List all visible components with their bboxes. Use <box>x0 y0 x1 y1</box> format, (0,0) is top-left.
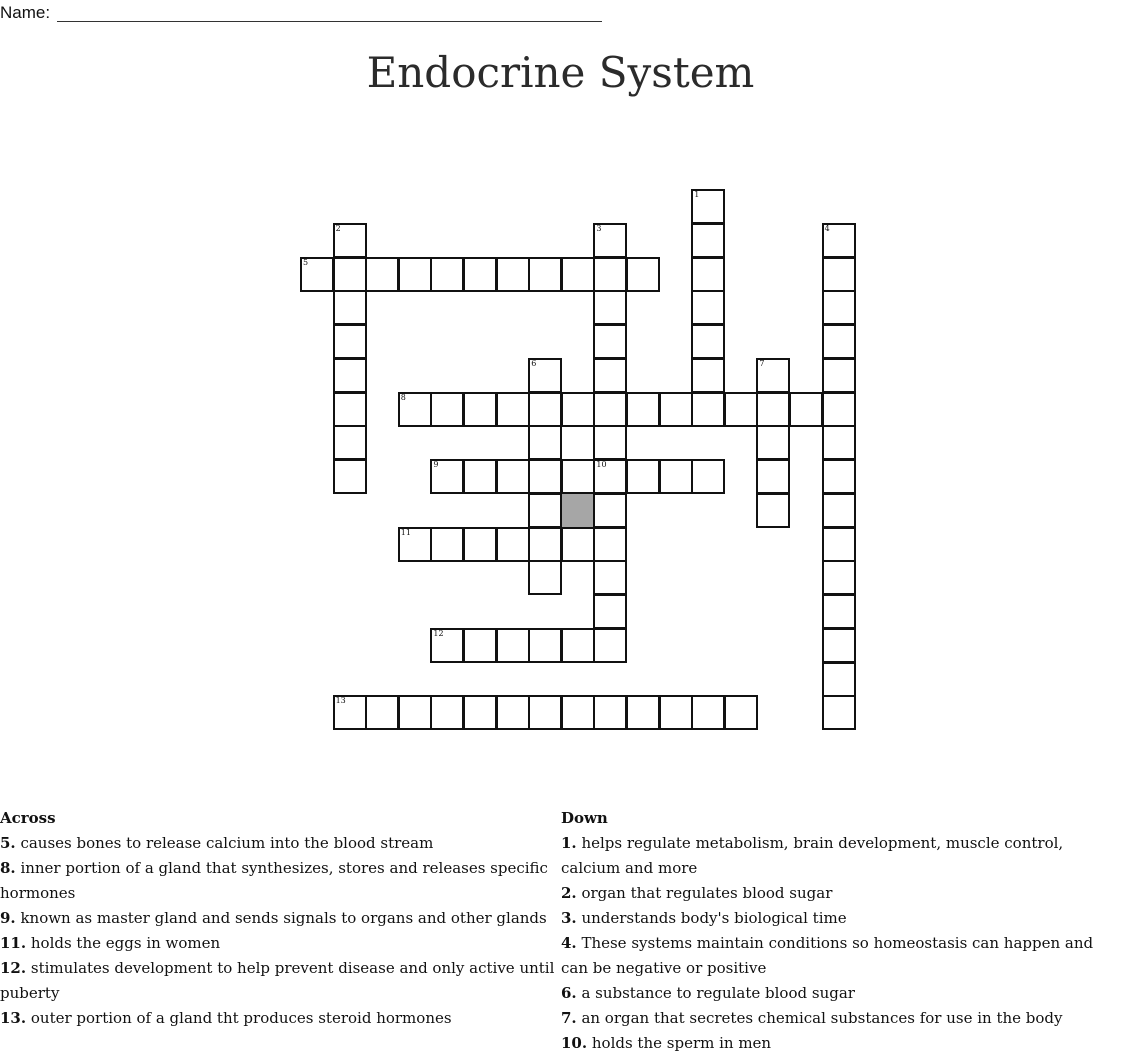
crossword-cell[interactable] <box>496 257 530 292</box>
crossword-cell[interactable] <box>528 257 562 292</box>
clue-number-label: 8 <box>400 392 406 402</box>
crossword-cell[interactable] <box>528 527 562 562</box>
crossword-cell[interactable] <box>659 695 693 730</box>
crossword-cell[interactable] <box>756 392 790 427</box>
across-clue <box>0 906 558 931</box>
crossword-cell[interactable] <box>496 695 530 730</box>
down-clue <box>561 906 1116 931</box>
across-clue <box>0 856 558 906</box>
clue-number-label: 12 <box>433 628 444 638</box>
crossword-cell[interactable] <box>593 257 627 292</box>
across-clue <box>0 956 558 1006</box>
crossword-cell[interactable] <box>593 425 627 460</box>
crossword-cell[interactable] <box>593 392 627 427</box>
crossword-cell[interactable] <box>561 628 595 663</box>
crossword-cell[interactable] <box>561 392 595 427</box>
clue-number: 2. <box>561 884 577 902</box>
crossword-cell[interactable] <box>756 493 790 528</box>
crossword-cell[interactable] <box>528 425 562 460</box>
crossword-cell[interactable] <box>593 324 627 359</box>
crossword-cell[interactable] <box>659 392 693 427</box>
crossword-cell[interactable] <box>822 527 856 562</box>
clue-number: 4. <box>561 934 577 952</box>
down-clue <box>561 1006 1116 1031</box>
crossword-cell[interactable] <box>822 493 856 528</box>
crossword-cell[interactable] <box>398 257 432 292</box>
clue-number-label: 11 <box>400 527 411 537</box>
crossword-cell[interactable] <box>822 425 856 460</box>
crossword-cell[interactable] <box>528 459 562 494</box>
crossword-cell[interactable] <box>561 695 595 730</box>
shaded-cell <box>562 494 594 527</box>
crossword-cell[interactable] <box>528 493 562 528</box>
clue-number-label: 6 <box>531 358 537 368</box>
down-clues <box>561 806 1116 1056</box>
clue-text: outer portion of a gland tht produces steroid hormones <box>26 1009 452 1027</box>
crossword-cell[interactable] <box>496 527 530 562</box>
clue-number-label: 1 <box>694 190 700 199</box>
crossword-cell[interactable] <box>593 695 627 730</box>
crossword-cell[interactable] <box>593 290 627 325</box>
crossword-cell[interactable] <box>789 392 823 427</box>
crossword-cell[interactable] <box>430 459 464 494</box>
crossword-cell[interactable] <box>593 459 627 494</box>
crossword-cell[interactable] <box>561 527 595 562</box>
crossword-cell[interactable] <box>333 324 367 359</box>
clue-number: 7. <box>561 1009 577 1027</box>
crossword-cell[interactable] <box>333 425 367 460</box>
clue-number-label: 10 <box>596 460 607 469</box>
clue-text: helps regulate metabolism, brain development, muscle control, calcium and more <box>561 834 1064 877</box>
crossword-cell[interactable] <box>528 695 562 730</box>
crossword-cell[interactable] <box>691 223 725 258</box>
crossword-cell[interactable] <box>822 628 856 663</box>
crossword-cell[interactable] <box>463 695 497 730</box>
crossword-cell[interactable] <box>822 459 856 494</box>
clue-number: 13. <box>0 1009 27 1027</box>
clue-text: understands body's biological time <box>576 909 847 927</box>
clue-text: causes bones to release calcium into the blood stream <box>15 834 434 852</box>
clue-text: stimulates development to help prevent disease and only active until puberty <box>0 959 555 1002</box>
crossword-cell[interactable] <box>463 628 497 663</box>
across-clues <box>0 806 558 1031</box>
down-clue <box>561 981 1116 1006</box>
crossword-cell[interactable] <box>496 628 530 663</box>
crossword-cell[interactable] <box>333 223 367 258</box>
crossword-cell[interactable] <box>691 392 725 427</box>
crossword-cell[interactable] <box>659 459 693 494</box>
crossword-cell[interactable] <box>593 560 627 595</box>
down-clue <box>561 931 1116 981</box>
clue-text: organ that regulates blood sugar <box>576 884 833 902</box>
clue-number: 8. <box>0 859 16 877</box>
across-clue <box>0 831 558 856</box>
crossword-cell[interactable] <box>528 560 562 595</box>
crossword-cell[interactable] <box>430 628 464 663</box>
crossword-cell[interactable] <box>496 392 530 427</box>
clue-text: known as master gland and sends signals to organs and other glands <box>15 909 547 927</box>
crossword-cell[interactable] <box>463 459 497 494</box>
clue-text: inner portion of a gland that synthesizes, stores and releases specific hormones <box>0 859 548 902</box>
crossword-cell[interactable] <box>333 695 367 730</box>
crossword-cell[interactable] <box>756 459 790 494</box>
crossword-cell[interactable] <box>365 695 399 730</box>
clue-text: These systems maintain conditions so homeostasis can happen and can be negative or positive <box>561 934 1094 977</box>
down-clue <box>561 831 1116 881</box>
clue-number: 1. <box>561 834 577 852</box>
crossword-cell[interactable] <box>691 358 725 393</box>
crossword-cell[interactable] <box>333 358 367 393</box>
crossword-cell[interactable] <box>430 527 464 562</box>
crossword-cell[interactable] <box>626 257 660 292</box>
crossword-cell[interactable] <box>430 257 464 292</box>
crossword-cell[interactable] <box>691 695 725 730</box>
clue-number-label: 2 <box>335 223 341 233</box>
clue-number: 6. <box>561 984 577 1002</box>
crossword-cell[interactable] <box>822 594 856 629</box>
crossword-cell[interactable] <box>822 324 856 359</box>
crossword-cell[interactable] <box>333 459 367 494</box>
crossword-cell[interactable] <box>300 257 334 292</box>
clue-number-label: 4 <box>824 223 830 233</box>
across-clue-list <box>0 831 558 1031</box>
crossword-cell[interactable] <box>398 695 432 730</box>
clue-number: 11. <box>0 934 27 952</box>
crossword-cell[interactable] <box>822 392 856 427</box>
crossword-cell[interactable] <box>463 527 497 562</box>
clue-number-label: 5 <box>303 257 309 267</box>
clue-number: 10. <box>561 1034 588 1052</box>
crossword-cell[interactable] <box>430 392 464 427</box>
crossword-cell[interactable] <box>756 358 790 393</box>
crossword-cell[interactable] <box>430 695 464 730</box>
crossword-cell[interactable] <box>333 290 367 325</box>
crossword-cell[interactable] <box>333 257 367 292</box>
crossword-cell[interactable] <box>822 560 856 595</box>
crossword-cell[interactable] <box>691 189 725 224</box>
crossword-cell[interactable] <box>691 324 725 359</box>
clue-number: 5. <box>0 834 16 852</box>
crossword-cell[interactable] <box>691 459 725 494</box>
across-clue <box>0 931 558 956</box>
crossword-cell[interactable] <box>822 223 856 258</box>
crossword-cell[interactable] <box>691 290 725 325</box>
crossword-cell[interactable] <box>593 493 627 528</box>
crossword-cell[interactable] <box>626 459 660 494</box>
clue-text: a substance to regulate blood sugar <box>576 984 855 1002</box>
crossword-cell[interactable] <box>822 662 856 697</box>
down-clue-list <box>561 831 1116 1056</box>
clue-text: holds the sperm in men <box>587 1034 772 1052</box>
clue-number: 12. <box>0 959 27 977</box>
crossword-cell[interactable] <box>593 527 627 562</box>
crossword-cell[interactable] <box>463 257 497 292</box>
clue-number: 3. <box>561 909 577 927</box>
clue-number-label: 9 <box>433 460 439 469</box>
across-heading: Across <box>0 809 56 827</box>
crossword-cell[interactable] <box>561 459 595 494</box>
across-clue <box>0 1006 558 1031</box>
name-field-label: Name: <box>0 3 51 22</box>
crossword-cell[interactable] <box>626 392 660 427</box>
crossword-cell[interactable] <box>365 257 399 292</box>
crossword-cell[interactable] <box>724 392 758 427</box>
crossword-cell[interactable] <box>593 223 627 258</box>
clue-text: an organ that secretes chemical substances for use in the body <box>576 1009 1063 1027</box>
crossword-cell[interactable] <box>398 527 432 562</box>
crossword-cell[interactable] <box>333 392 367 427</box>
crossword-cell[interactable] <box>528 628 562 663</box>
clue-text: holds the eggs in women <box>26 934 221 952</box>
crossword-cell[interactable] <box>593 594 627 629</box>
crossword-cell[interactable] <box>463 392 497 427</box>
crossword-cell[interactable] <box>398 392 432 427</box>
crossword-cell[interactable] <box>528 358 562 393</box>
crossword-cell[interactable] <box>822 695 856 730</box>
crossword-cell[interactable] <box>822 257 856 292</box>
down-clue <box>561 881 1116 906</box>
crossword-cell[interactable] <box>626 695 660 730</box>
crossword-cell[interactable] <box>724 695 758 730</box>
crossword-cell[interactable] <box>593 358 627 393</box>
crossword-cell[interactable] <box>822 358 856 393</box>
down-heading: Down <box>561 809 608 827</box>
clue-number-label: 7 <box>759 358 765 368</box>
crossword-cell[interactable] <box>561 257 595 292</box>
clue-number-label: 3 <box>596 223 602 233</box>
page-title: Endocrine System <box>366 48 755 97</box>
clue-number: 9. <box>0 909 16 927</box>
crossword-cell[interactable] <box>528 392 562 427</box>
crossword-cell[interactable] <box>593 628 627 663</box>
crossword-cell[interactable] <box>822 290 856 325</box>
crossword-cell[interactable] <box>496 459 530 494</box>
down-clue <box>561 1031 1116 1056</box>
crossword-cell[interactable] <box>756 425 790 460</box>
crossword-cell[interactable] <box>691 257 725 292</box>
clue-number-label: 13 <box>335 696 346 706</box>
